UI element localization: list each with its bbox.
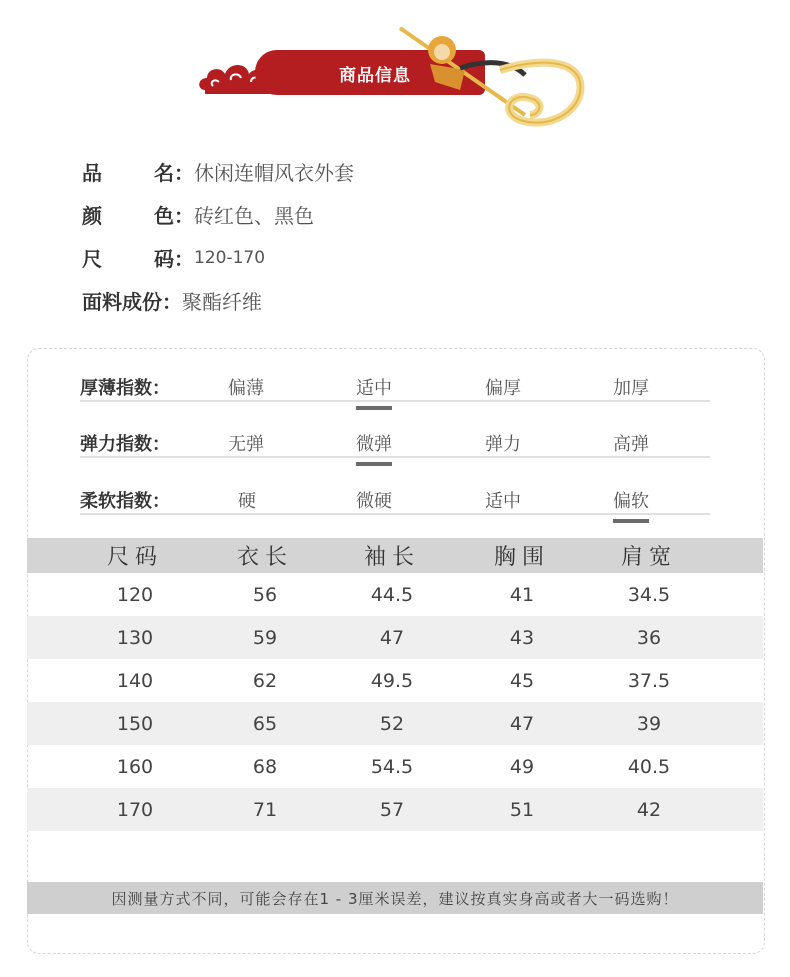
info-key xyxy=(82,286,182,315)
table-cell: 45 xyxy=(509,669,535,692)
info-value: 120-170 xyxy=(194,247,266,268)
table-cell: 36 xyxy=(636,626,662,649)
index-option: 加厚 xyxy=(613,378,649,399)
index-option: 适中 xyxy=(485,491,521,512)
index-option: 偏薄 xyxy=(228,378,264,399)
table-row xyxy=(27,616,763,659)
table-cell: 54.5 xyxy=(370,755,414,778)
table-cell: 51 xyxy=(509,798,535,821)
table-cell: 71 xyxy=(252,798,278,821)
banner-title: 商品信息 xyxy=(339,66,411,86)
table-cell: 65 xyxy=(252,712,278,735)
info-key-char: 品 xyxy=(82,161,102,185)
table-cell: 49 xyxy=(509,755,535,778)
table-row xyxy=(27,745,763,788)
measurement-note: 因测量方式不同，可能会存在1 - 3厘米误差，建议按真实身高或者大一码选购！ xyxy=(27,882,763,914)
table-cell: 59 xyxy=(252,626,278,649)
size-table xyxy=(27,538,763,831)
info-key-char: 面料成份： xyxy=(82,290,182,314)
info-value: 休闲连帽风衣外套 xyxy=(194,161,354,185)
table-cell: 47 xyxy=(509,712,535,735)
table-header-cell: 胸围 xyxy=(493,545,550,570)
table-cell: 40.5 xyxy=(627,755,671,778)
table-header-cell: 袖长 xyxy=(363,545,420,570)
info-key xyxy=(82,157,194,186)
info-row-color xyxy=(82,193,354,236)
table-cell: 52 xyxy=(379,712,405,735)
index-option-selected: 适中 xyxy=(356,374,392,400)
info-value: 砖红色、黑色 xyxy=(194,204,314,228)
table-cell: 49.5 xyxy=(370,669,414,692)
info-key-char: 码： xyxy=(154,247,194,271)
index-option-selected: 微弹 xyxy=(356,430,392,456)
table-header-row xyxy=(27,538,763,573)
table-cell: 56 xyxy=(252,583,278,606)
index-row-elasticity xyxy=(80,416,710,458)
product-info xyxy=(82,150,354,322)
index-option: 无弹 xyxy=(228,434,264,455)
table-row xyxy=(27,702,763,745)
table-cell: 68 xyxy=(252,755,278,778)
table-cell: 44.5 xyxy=(370,583,414,606)
table-header-cell: 肩宽 xyxy=(620,545,677,570)
info-key-char: 颜 xyxy=(82,204,102,228)
table-row xyxy=(27,788,763,831)
index-row-thickness xyxy=(80,360,710,402)
table-cell: 150 xyxy=(116,712,154,735)
table-cell: 39 xyxy=(636,712,662,735)
index-option-selected: 偏软 xyxy=(613,487,649,513)
index-row-softness xyxy=(80,473,710,515)
info-value: 聚酯纤维 xyxy=(182,290,262,314)
table-row xyxy=(27,573,763,616)
table-cell: 41 xyxy=(509,583,535,606)
monkey-king-icon xyxy=(390,20,610,140)
info-key xyxy=(82,200,194,229)
index-label: 柔软指数： xyxy=(80,491,170,512)
index-option: 硬 xyxy=(238,491,256,512)
table-cell: 160 xyxy=(116,755,154,778)
info-key-char: 名： xyxy=(154,161,194,185)
index-label: 弹力指数： xyxy=(80,434,170,455)
index-label: 厚薄指数： xyxy=(80,378,170,399)
index-option: 微硬 xyxy=(356,491,392,512)
table-cell: 170 xyxy=(116,798,154,821)
table-cell: 34.5 xyxy=(627,583,671,606)
info-key-char: 色： xyxy=(154,204,194,228)
index-option: 弹力 xyxy=(485,434,521,455)
info-row-size xyxy=(82,236,354,279)
table-cell: 47 xyxy=(379,626,405,649)
table-cell: 140 xyxy=(116,669,154,692)
info-key-char: 尺 xyxy=(82,247,102,271)
table-cell: 57 xyxy=(379,798,405,821)
table-header-cell: 尺码 xyxy=(106,545,163,570)
info-row-material xyxy=(82,279,354,322)
section-banner xyxy=(195,20,615,140)
table-cell: 37.5 xyxy=(627,669,671,692)
table-cell: 130 xyxy=(116,626,154,649)
table-cell: 62 xyxy=(252,669,278,692)
info-row-name xyxy=(82,150,354,193)
info-key xyxy=(82,243,194,272)
index-option: 偏厚 xyxy=(485,378,521,399)
table-header-cell: 衣长 xyxy=(236,545,293,570)
table-cell: 43 xyxy=(509,626,535,649)
table-cell: 120 xyxy=(116,583,154,606)
index-option: 高弹 xyxy=(613,434,649,455)
table-row xyxy=(27,659,763,702)
table-cell: 42 xyxy=(636,798,662,821)
